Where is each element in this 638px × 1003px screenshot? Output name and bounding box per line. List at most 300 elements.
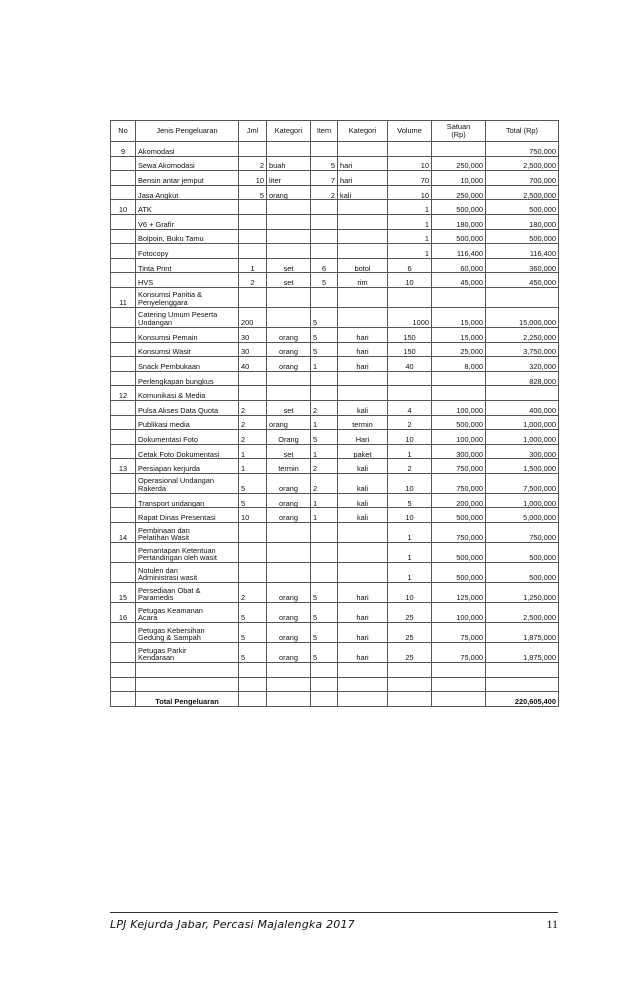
total-cell-empty: [311, 692, 338, 707]
cell-expense-type: Petugas Keamanan Acara: [136, 603, 239, 623]
cell-expense-type: Pemantapan Ketentuan Pertandingan oleh wasit: [136, 543, 239, 563]
cell-category-2: hari: [338, 342, 388, 357]
cell-total: 1,000,000: [486, 493, 559, 508]
cell-category: [267, 214, 311, 229]
cell-category-2: hari: [338, 643, 388, 663]
table-row: [111, 386, 559, 401]
table-row: [111, 603, 559, 623]
cell-jml: [239, 371, 267, 386]
cell-jml: [239, 229, 267, 244]
cell-unit-price: 300,000: [432, 444, 486, 459]
cell-jml: 5: [239, 623, 267, 643]
table-row: [111, 185, 559, 200]
cell-volume: 6: [388, 258, 432, 273]
col-header-volume: Volume: [388, 121, 432, 142]
cell-unit-price: 125,000: [432, 583, 486, 603]
cell-category: set: [267, 273, 311, 288]
cell-item: [311, 386, 338, 401]
cell-category-2: [338, 371, 388, 386]
cell-no: 9: [111, 142, 136, 157]
cell-expense-type: Persiapan kerjurda: [136, 459, 239, 474]
cell-expense-type: Akomodasi: [136, 142, 239, 157]
cell-total: 400,000: [486, 400, 559, 415]
cell-expense-type: Petugas Parkir Kendaraan: [136, 643, 239, 663]
cell-volume: 1: [388, 229, 432, 244]
cell-category-2: hari: [338, 327, 388, 342]
cell-total: 116,400: [486, 244, 559, 259]
cell-unit-price: 100,000: [432, 603, 486, 623]
col-header-expense-type: Jenis Pengeluaran: [136, 121, 239, 142]
cell-unit-price: [432, 142, 486, 157]
cell-total: [486, 287, 559, 307]
cell-no: 10: [111, 200, 136, 215]
cell-unit-price: [432, 663, 486, 678]
cell-category-2: hari: [338, 171, 388, 186]
cell-total: [486, 663, 559, 678]
cell-no: [111, 156, 136, 171]
cell-volume: [388, 677, 432, 692]
cell-total: 828,000: [486, 371, 559, 386]
table-row: [111, 663, 559, 678]
cell-total: 1,000,000: [486, 415, 559, 430]
cell-total: 360,000: [486, 258, 559, 273]
cell-expense-type: Bolpoin, Buku Tamu: [136, 229, 239, 244]
cell-no: [111, 563, 136, 583]
cell-no: [111, 327, 136, 342]
cell-unit-price: 100,000: [432, 400, 486, 415]
table-row: [111, 244, 559, 259]
cell-unit-price: 75,000: [432, 623, 486, 643]
cell-unit-price: 500,000: [432, 508, 486, 523]
cell-unit-price: 500,000: [432, 415, 486, 430]
table-row: [111, 357, 559, 372]
cell-unit-price: [432, 386, 486, 401]
cell-expense-type: Catering Umum Peserta Undangan: [136, 307, 239, 327]
cell-category: liter: [267, 171, 311, 186]
table-row: [111, 258, 559, 273]
cell-volume: 10: [388, 185, 432, 200]
cell-unit-price: 750,000: [432, 473, 486, 493]
cell-total: 1,875,000: [486, 643, 559, 663]
cell-item: 5: [311, 156, 338, 171]
total-cell-no: [111, 692, 136, 707]
cell-total: 500,000: [486, 563, 559, 583]
cell-total: 500,000: [486, 229, 559, 244]
cell-item: 2: [311, 459, 338, 474]
cell-item: 5: [311, 643, 338, 663]
cell-category-2: [338, 543, 388, 563]
cell-category: orang: [267, 327, 311, 342]
cell-item: [311, 563, 338, 583]
table-row: [111, 523, 559, 543]
cell-category: [267, 543, 311, 563]
cell-item: 5: [311, 273, 338, 288]
cell-jml: [239, 214, 267, 229]
col-header-unit-price: Satuan (Rp): [432, 121, 486, 142]
cell-item: 2: [311, 185, 338, 200]
cell-category-2: hari: [338, 156, 388, 171]
cell-item: [311, 200, 338, 215]
cell-expense-type: Konsumsi Wasit: [136, 342, 239, 357]
cell-volume: 25: [388, 603, 432, 623]
cell-volume: 150: [388, 327, 432, 342]
cell-total: 750,000: [486, 523, 559, 543]
table-row: [111, 677, 559, 692]
cell-category: [267, 523, 311, 543]
cell-jml: 5: [239, 493, 267, 508]
cell-category: [267, 200, 311, 215]
cell-total: 300,000: [486, 444, 559, 459]
table-row: [111, 444, 559, 459]
cell-volume: 1: [388, 244, 432, 259]
cell-category-2: Hari: [338, 430, 388, 445]
cell-item: 7: [311, 171, 338, 186]
cell-jml: 10: [239, 508, 267, 523]
cell-volume: 10: [388, 473, 432, 493]
cell-category-2: hari: [338, 357, 388, 372]
cell-jml: 30: [239, 327, 267, 342]
cell-unit-price: 15,000: [432, 307, 486, 327]
cell-expense-type: Konsumsi Pemain: [136, 327, 239, 342]
cell-total: 5,000,000: [486, 508, 559, 523]
cell-item: [311, 142, 338, 157]
cell-item: 6: [311, 258, 338, 273]
cell-category-2: [338, 563, 388, 583]
cell-total: 1,500,000: [486, 459, 559, 474]
cell-category-2: [338, 677, 388, 692]
col-header-category-2: Kategori: [338, 121, 388, 142]
cell-jml: 40: [239, 357, 267, 372]
cell-unit-price: 500,000: [432, 229, 486, 244]
cell-item: 1: [311, 415, 338, 430]
cell-unit-price: 250,000: [432, 156, 486, 171]
cell-expense-type: Bensin antar jemput: [136, 171, 239, 186]
cell-expense-type: Petugas Kebersihan Gedung & Sampah: [136, 623, 239, 643]
cell-expense-type: [136, 663, 239, 678]
cell-category-2: [338, 229, 388, 244]
cell-total: 700,000: [486, 171, 559, 186]
cell-volume: 1: [388, 200, 432, 215]
cell-total: 3,750,000: [486, 342, 559, 357]
total-label: Total Pengeluaran: [136, 692, 239, 707]
table-row: [111, 623, 559, 643]
cell-volume: 4: [388, 400, 432, 415]
cell-total: 450,000: [486, 273, 559, 288]
table-row: [111, 493, 559, 508]
cell-total: 180,000: [486, 214, 559, 229]
cell-category-2: [338, 214, 388, 229]
col-header-category: Kategori: [267, 121, 311, 142]
cell-item: 2: [311, 400, 338, 415]
cell-volume: [388, 371, 432, 386]
cell-total: 1,250,000: [486, 583, 559, 603]
cell-volume: [388, 663, 432, 678]
cell-unit-price: 10,000: [432, 171, 486, 186]
cell-category-2: [338, 307, 388, 327]
cell-no: [111, 677, 136, 692]
cell-jml: [239, 543, 267, 563]
cell-jml: 2: [239, 583, 267, 603]
table-row: [111, 342, 559, 357]
cell-jml: 2: [239, 430, 267, 445]
cell-unit-price: 750,000: [432, 523, 486, 543]
cell-no: [111, 371, 136, 386]
cell-item: 1: [311, 357, 338, 372]
cell-no: [111, 543, 136, 563]
cell-volume: 1000: [388, 307, 432, 327]
cell-category-2: hari: [338, 603, 388, 623]
cell-jml: 1: [239, 258, 267, 273]
cell-no: [111, 171, 136, 186]
cell-volume: 25: [388, 623, 432, 643]
cell-item: [311, 371, 338, 386]
cell-category-2: termin: [338, 415, 388, 430]
cell-jml: [239, 386, 267, 401]
col-header-total: Total (Rp): [486, 121, 559, 142]
cell-category-2: rim: [338, 273, 388, 288]
total-value: 220,605,400: [486, 692, 559, 707]
cell-expense-type: Tinta Print: [136, 258, 239, 273]
cell-no: [111, 623, 136, 643]
cell-expense-type: [136, 677, 239, 692]
cell-jml: 2: [239, 400, 267, 415]
cell-unit-price: 500,000: [432, 563, 486, 583]
table-header-row: [111, 121, 559, 142]
cell-category: set: [267, 444, 311, 459]
cell-total: 500,000: [486, 543, 559, 563]
cell-expense-type: Operasional Undangan Rakerda: [136, 473, 239, 493]
cell-no: [111, 430, 136, 445]
cell-expense-type: Sewa Akomodasi: [136, 156, 239, 171]
cell-category: set: [267, 258, 311, 273]
cell-unit-price: [432, 287, 486, 307]
cell-jml: 2: [239, 415, 267, 430]
total-cell-empty: [267, 692, 311, 707]
cell-jml: 5: [239, 473, 267, 493]
cell-total: 1,875,000: [486, 623, 559, 643]
page-number: 11: [546, 917, 558, 931]
cell-jml: [239, 563, 267, 583]
cell-no: [111, 508, 136, 523]
cell-category-2: [338, 287, 388, 307]
cell-unit-price: 75,000: [432, 643, 486, 663]
cell-no: 13: [111, 459, 136, 474]
cell-unit-price: 60,000: [432, 258, 486, 273]
table-row: [111, 307, 559, 327]
cell-jml: 5: [239, 185, 267, 200]
cell-unit-price: [432, 371, 486, 386]
cell-no: [111, 444, 136, 459]
expense-table: [110, 120, 559, 707]
cell-category-2: botol: [338, 258, 388, 273]
cell-category: orang: [267, 583, 311, 603]
cell-no: 15: [111, 583, 136, 603]
cell-total: 2,500,000: [486, 156, 559, 171]
cell-unit-price: 116,400: [432, 244, 486, 259]
cell-category: set: [267, 400, 311, 415]
table-body: [111, 142, 559, 692]
cell-category: [267, 244, 311, 259]
table-row: [111, 459, 559, 474]
cell-expense-type: Konsumsi Panitia & Penyelenggara: [136, 287, 239, 307]
cell-volume: 10: [388, 156, 432, 171]
cell-total: 1,000,000: [486, 430, 559, 445]
table-row: [111, 229, 559, 244]
cell-unit-price: 750,000: [432, 459, 486, 474]
cell-unit-price: 180,000: [432, 214, 486, 229]
cell-unit-price: 45,000: [432, 273, 486, 288]
cell-expense-type: ATK: [136, 200, 239, 215]
cell-unit-price: 100,000: [432, 430, 486, 445]
cell-volume: 150: [388, 342, 432, 357]
cell-item: 5: [311, 430, 338, 445]
cell-no: [111, 185, 136, 200]
cell-jml: 1: [239, 459, 267, 474]
cell-category: [267, 287, 311, 307]
cell-jml: 10: [239, 171, 267, 186]
cell-expense-type: Transport undangan: [136, 493, 239, 508]
cell-unit-price: 500,000: [432, 543, 486, 563]
cell-volume: 10: [388, 583, 432, 603]
cell-expense-type: Fotocopy: [136, 244, 239, 259]
cell-item: [311, 229, 338, 244]
cell-category: Orang: [267, 430, 311, 445]
cell-jml: 5: [239, 603, 267, 623]
cell-item: [311, 663, 338, 678]
table-row: [111, 287, 559, 307]
cell-item: 5: [311, 603, 338, 623]
cell-expense-type: Snack Pembukaan: [136, 357, 239, 372]
cell-total: 2,250,000: [486, 327, 559, 342]
col-header-item: Item: [311, 121, 338, 142]
cell-volume: 70: [388, 171, 432, 186]
cell-category: buah: [267, 156, 311, 171]
cell-jml: [239, 200, 267, 215]
cell-volume: [388, 142, 432, 157]
table-row: [111, 415, 559, 430]
table-row: [111, 214, 559, 229]
cell-unit-price: 25,000: [432, 342, 486, 357]
cell-category-2: kali: [338, 185, 388, 200]
cell-category-2: [338, 386, 388, 401]
cell-item: 5: [311, 307, 338, 327]
table-row: [111, 273, 559, 288]
cell-jml: 30: [239, 342, 267, 357]
cell-no: [111, 415, 136, 430]
cell-no: [111, 342, 136, 357]
cell-volume: 1: [388, 563, 432, 583]
cell-category-2: paket: [338, 444, 388, 459]
cell-expense-type: Cetak Foto Dokumentasi: [136, 444, 239, 459]
cell-expense-type: V6 + Grafir: [136, 214, 239, 229]
cell-total: 500,000: [486, 200, 559, 215]
cell-volume: 10: [388, 273, 432, 288]
cell-expense-type: Publikasi media: [136, 415, 239, 430]
cell-no: [111, 229, 136, 244]
cell-category-2: hari: [338, 623, 388, 643]
cell-category: termin: [267, 459, 311, 474]
table-row: [111, 473, 559, 493]
cell-category: [267, 563, 311, 583]
cell-jml: 2: [239, 156, 267, 171]
cell-no: [111, 244, 136, 259]
cell-jml: 2: [239, 273, 267, 288]
table-row: [111, 563, 559, 583]
cell-total: 7,500,000: [486, 473, 559, 493]
cell-category: orang: [267, 623, 311, 643]
table-row: [111, 156, 559, 171]
cell-volume: 1: [388, 523, 432, 543]
cell-expense-type: Jasa Angkut: [136, 185, 239, 200]
col-header-jml: Jml: [239, 121, 267, 142]
total-cell-empty: [239, 692, 267, 707]
cell-item: 1: [311, 444, 338, 459]
cell-volume: 10: [388, 508, 432, 523]
cell-category-2: kali: [338, 473, 388, 493]
cell-category: orang: [267, 357, 311, 372]
cell-category: [267, 142, 311, 157]
cell-category-2: kali: [338, 493, 388, 508]
cell-category: orang: [267, 342, 311, 357]
cell-jml: [239, 244, 267, 259]
cell-expense-type: Perlengkapan bungkus: [136, 371, 239, 386]
cell-total: 2,500,000: [486, 185, 559, 200]
table-row: [111, 327, 559, 342]
cell-jml: [239, 523, 267, 543]
cell-unit-price: 500,000: [432, 200, 486, 215]
cell-expense-type: Komunikasi & Media: [136, 386, 239, 401]
page-footer: [110, 912, 558, 932]
cell-no: 12: [111, 386, 136, 401]
cell-no: [111, 663, 136, 678]
cell-category-2: kali: [338, 400, 388, 415]
cell-expense-type: Persediaan Obat & Paramedis: [136, 583, 239, 603]
cell-category-2: [338, 200, 388, 215]
cell-unit-price: 250,000: [432, 185, 486, 200]
cell-category: orang: [267, 508, 311, 523]
cell-no: [111, 473, 136, 493]
cell-volume: 40: [388, 357, 432, 372]
cell-no: [111, 400, 136, 415]
cell-item: 2: [311, 473, 338, 493]
cell-category-2: kali: [338, 459, 388, 474]
cell-no: [111, 493, 136, 508]
cell-total: 15,000,000: [486, 307, 559, 327]
cell-category: [267, 307, 311, 327]
cell-total: 2,500,000: [486, 603, 559, 623]
cell-no: [111, 357, 136, 372]
cell-item: 5: [311, 327, 338, 342]
cell-jml: [239, 663, 267, 678]
cell-volume: 2: [388, 415, 432, 430]
table-row: [111, 171, 559, 186]
cell-no: [111, 273, 136, 288]
cell-expense-type: Dokumentasi Foto: [136, 430, 239, 445]
cell-jml: [239, 287, 267, 307]
cell-item: 5: [311, 623, 338, 643]
cell-item: 1: [311, 493, 338, 508]
cell-no: [111, 214, 136, 229]
cell-jml: 1: [239, 444, 267, 459]
table-row: [111, 643, 559, 663]
cell-expense-type: Rapat Dinas Presentasi: [136, 508, 239, 523]
cell-unit-price: 200,000: [432, 493, 486, 508]
col-header-no: No: [111, 121, 136, 142]
cell-no: [111, 258, 136, 273]
cell-category: orang: [267, 493, 311, 508]
cell-volume: 5: [388, 493, 432, 508]
table-row: [111, 543, 559, 563]
